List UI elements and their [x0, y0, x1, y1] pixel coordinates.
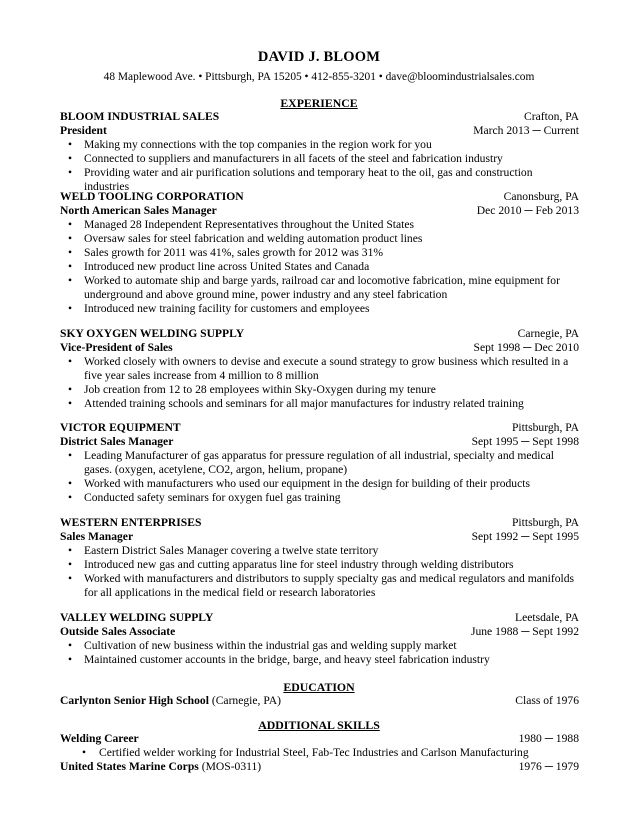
- job-dates: March 2013 ─ Current: [473, 124, 579, 137]
- bullet-item: • Worked with manufacturers who used our equipment in the design for building of their products: [60, 477, 579, 491]
- marines-dates: 1976 ─ 1979: [518, 760, 579, 773]
- job-role: Vice-President of Sales: [60, 341, 173, 354]
- school-name: Carlynton Senior High School: [60, 694, 209, 707]
- job-role: District Sales Manager: [60, 435, 174, 448]
- welding-career-title: Welding Career: [60, 732, 139, 745]
- bullet-item: • Introduced new product line across United States and Canada: [60, 260, 579, 274]
- marines-code: (MOS-0311): [201, 760, 262, 773]
- bullet-item: • Certified welder working for Industrial Steel, Fab-Tec Industries and Carlson Manufacturing: [60, 746, 579, 760]
- job-dates: Sept 1998 ─ Dec 2010: [473, 341, 579, 354]
- job-role: Outside Sales Associate: [60, 625, 176, 638]
- job-bullets: [60, 639, 579, 667]
- skills-heading: ADDITIONAL SKILLS: [258, 718, 380, 732]
- education-entry: [60, 694, 579, 708]
- job-bullets: [60, 449, 579, 505]
- job-dates: Dec 2010 ─ Feb 2013: [476, 204, 579, 217]
- graduation-year: Class of 1976: [515, 694, 579, 707]
- bullet-item: • Introduced new gas and cutting apparatus line for steel industry through welding distributors: [60, 558, 579, 572]
- bullet-item: • Worked to automate ship and barge yards, railroad car and locomotive fabrication, mine equipment for underground and above ground mine, power industry and any steel fabrication: [60, 274, 579, 302]
- job-dates: June 1988 ─ Sept 1992: [470, 625, 579, 638]
- bullet-item: • Oversaw sales for steel fabrication and welding automation product lines: [60, 232, 579, 246]
- job-bullets: [60, 544, 579, 600]
- job-bullets: [60, 138, 579, 194]
- bullet-item: • Introduced new training facility for customers and employees: [60, 302, 579, 316]
- job-location: Pittsburgh, PA: [511, 421, 579, 434]
- bullet-item: • Providing water and air purification solutions and temporary heat to the oil, gas and construction industries: [60, 166, 579, 194]
- job-location: Canonsburg, PA: [503, 190, 579, 203]
- company-name: BLOOM INDUSTRIAL SALES: [60, 110, 220, 123]
- job-entry: [60, 327, 579, 411]
- job-location: Pittsburgh, PA: [511, 516, 579, 529]
- company-name: WELD TOOLING CORPORATION: [60, 190, 244, 203]
- job-role: Sales Manager: [60, 530, 134, 543]
- job-entry: [60, 516, 579, 600]
- education-heading: EDUCATION: [283, 680, 355, 694]
- bullet-item: • Making my connections with the top companies in the region work for you: [60, 138, 579, 152]
- bullet-item: • Job creation from 12 to 28 employees within Sky-Oxygen during my tenure: [60, 383, 579, 397]
- bullet-item: • Worked closely with owners to devise and execute a sound strategy to grow business which resulted in a five year sales increase from 4 million to 8 million: [60, 355, 579, 383]
- contact-line: 48 Maplewood Ave. • Pittsburgh, PA 15205 • 412-855-3201 • dave@bloomindustrialsales.com: [103, 71, 535, 83]
- bullet-item: • Attended training schools and seminars for all major manufactures for industry related training: [60, 397, 579, 411]
- job-role: President: [60, 124, 107, 137]
- company-name: WESTERN ENTERPRISES: [60, 516, 202, 529]
- company-name: VALLEY WELDING SUPPLY: [60, 611, 214, 624]
- job-bullets: [60, 218, 579, 316]
- bullet-item: • Worked with manufacturers and distributors to supply specialty gas and medical regulators and manifolds for all applications in the medical field or research laboratories: [60, 572, 579, 600]
- school-location: (Carnegie, PA): [211, 694, 281, 707]
- job-entry: [60, 110, 579, 194]
- job-entry: [60, 190, 579, 316]
- skills-bullets: [60, 746, 579, 760]
- job-location: Carnegie, PA: [517, 327, 579, 340]
- candidate-name: DAVID J. BLOOM: [257, 49, 381, 65]
- skills-entry: [60, 732, 579, 774]
- bullet-item: • Maintained customer accounts in the bridge, barge, and heavy steel fabrication industry: [60, 653, 579, 667]
- bullet-item: • Managed 28 Independent Representatives throughout the United States: [60, 218, 579, 232]
- job-dates: Sept 1992 ─ Sept 1995: [471, 530, 579, 543]
- bullet-item: • Sales growth for 2011 was 41%, sales growth for 2012 was 31%: [60, 246, 579, 260]
- bullet-item: • Leading Manufacturer of gas apparatus for pressure regulation of all industrial, specialty and medical gases. (oxygen, acetylene, CO2, argon, helium, propane): [60, 449, 579, 477]
- job-entry: [60, 611, 579, 667]
- company-name: SKY OXYGEN WELDING SUPPLY: [60, 327, 245, 340]
- bullet-item: • Connected to suppliers and manufacturers in all facets of the steel and fabrication industry: [60, 152, 579, 166]
- marines-title: United States Marine Corps: [60, 760, 199, 773]
- job-entry: [60, 421, 579, 505]
- job-dates: Sept 1995 ─ Sept 1998: [471, 435, 579, 448]
- company-name: VICTOR EQUIPMENT: [60, 421, 181, 434]
- experience-heading: EXPERIENCE: [280, 96, 358, 110]
- job-bullets: [60, 355, 579, 411]
- job-role: North American Sales Manager: [60, 204, 217, 217]
- job-location: Crafton, PA: [524, 110, 579, 123]
- welding-career-dates: 1980 ─ 1988: [518, 732, 579, 745]
- job-location: Leetsdale, PA: [515, 611, 579, 624]
- bullet-item: • Cultivation of new business within the industrial gas and welding supply market: [60, 639, 579, 653]
- bullet-item: • Conducted safety seminars for oxygen fuel gas training: [60, 491, 579, 505]
- bullet-item: • Eastern District Sales Manager covering a twelve state territory: [60, 544, 579, 558]
